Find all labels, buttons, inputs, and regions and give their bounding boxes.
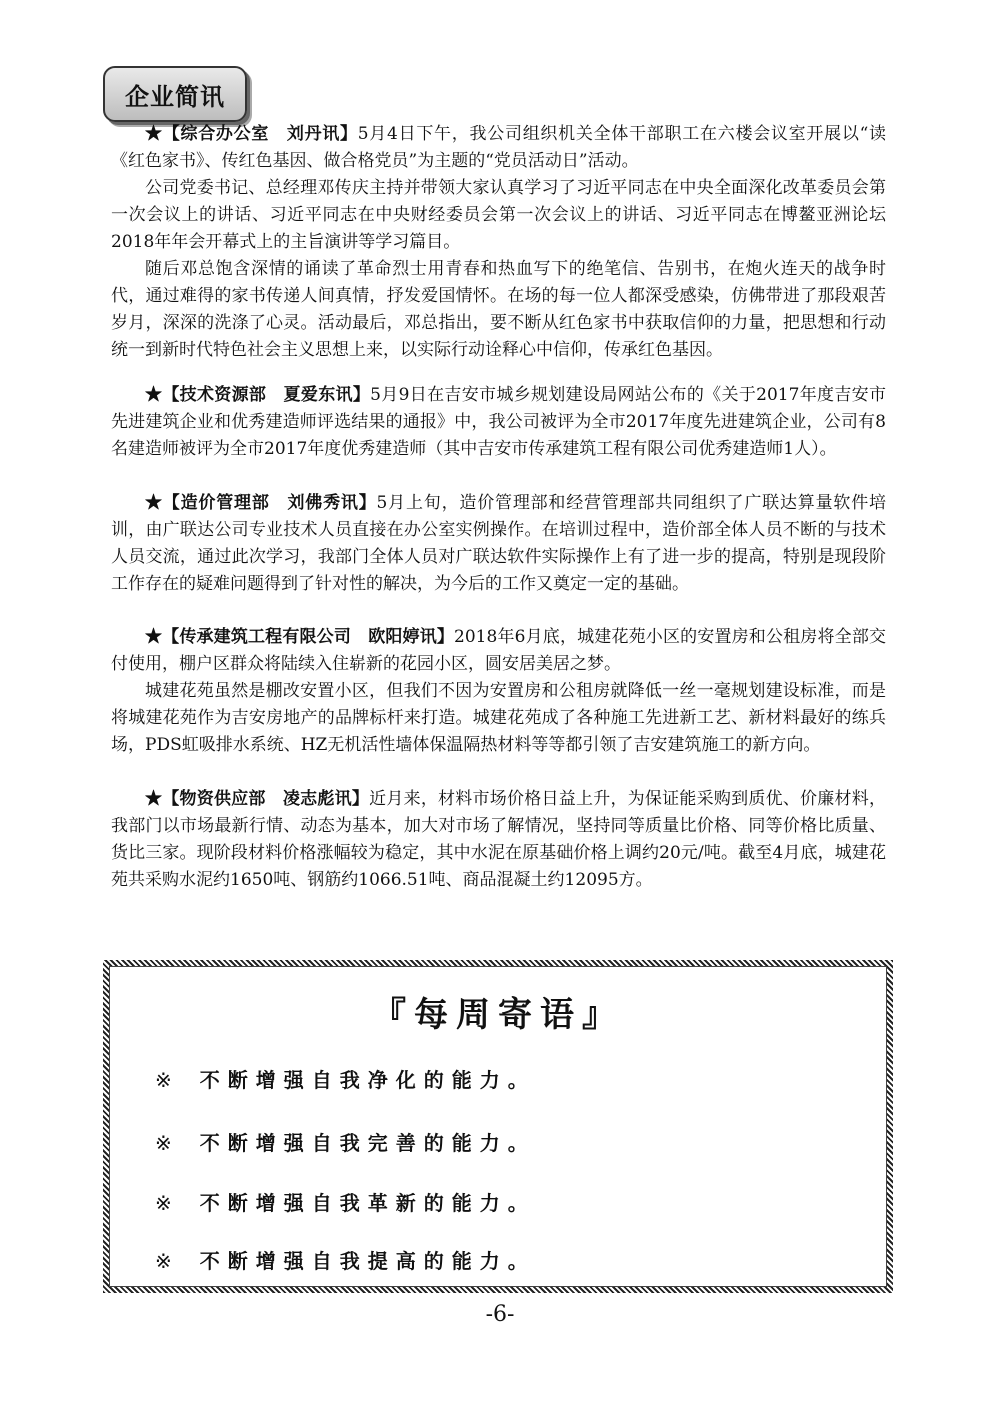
article-lead: ★【传承建筑工程有限公司 欧阳婷讯】 [145, 627, 455, 647]
article-paragraph: ★【综合办公室 刘丹讯】5月4日下午，我公司组织机关全体干部职工在六楼会议室开展以“读《红色家书》、传红色基因、做合格党员”为主题的“党员活动日”活动。 [111, 124, 886, 171]
page-number: -6- [485, 1302, 515, 1327]
article-paragraph: 城建花苑虽然是棚改安置小区，但我们不因为安置房和公租房就降低一丝一毫规划建设标准，而是将城建花苑作为吉安房地产的品牌标杆来打造。城建花苑成了各种施工先进新工艺、新材料最好的练兵场，PDS虹吸排水系统、HZ无机活性墙体保温隔热材料等等都引领了吉安建筑施工的新方向。 [111, 681, 886, 755]
weekly-message-line: ※ 不断增强自我提高的能力。 [155, 1249, 536, 1273]
article-paragraph: ★【造价管理部 刘佛秀讯】5月上旬，造价管理部和经营管理部共同组织了广联达算量软件培训，由广联达公司专业技术人员直接在办公室实例操作。在培训过程中，造价部全体人员不断的与技术人员交流，通过此次学习，我部门全体人员对广联达软件实际操作上有了进一步的提高，特别是现段阶工作存在的疑难问题得到了针对性的解决，为今后的工作又奠定一定的基础。 [111, 493, 886, 594]
article-chuancheng [111, 624, 886, 759]
article-lead: ★【技术资源部 夏爱东讯】 [145, 385, 371, 405]
article-paragraph: 公司党委书记、总经理邓传庆主持并带领大家认真学习了习近平同志在中央全面深化改革委员会第一次会议上的讲话、习近平同志在中央财经委员会第一次会议上的讲话、习近平同志在博鳌亚洲论坛2018年年会开幕式上的主旨演讲等学习篇目。 [111, 178, 886, 252]
article-supply [111, 786, 886, 894]
article-lead: ★【物资供应部 凌志彪讯】 [145, 789, 370, 809]
article-tech [111, 382, 886, 463]
weekly-message-line: ※ 不断增强自我完善的能力。 [155, 1131, 536, 1155]
article-paragraph: ★【传承建筑工程有限公司 欧阳婷讯】2018年6月底，城建花苑小区的安置房和公租房将全部交付使用，棚户区群众将陆续入住崭新的花园小区，圆安居美居之梦。 [111, 627, 886, 674]
weekly-message-title: 『每周寄语』 [372, 995, 624, 1035]
article-paragraph: 随后邓总饱含深情的诵读了革命烈士用青春和热血写下的绝笔信、告别书，在炮火连天的战争时代，通过难得的家书传递人间真情，抒发爱国情怀。在场的每一位人都深受感染，仿佛带进了那段艰苦岁月，深深的洗涤了心灵。活动最后，邓总指出，要不断从红色家书中获取信仰的力量，把思想和行动统一到新时代特色社会主义思想上来，以实际行动诠释心中信仰，传承红色基因。 [111, 259, 886, 360]
weekly-message-line: ※ 不断增强自我革新的能力。 [155, 1191, 536, 1215]
article-lead: ★【造价管理部 刘佛秀讯】 [145, 493, 377, 513]
article-paragraph: ★【技术资源部 夏爱东讯】5月9日在吉安市城乡规划建设局网站公布的《关于2017年度吉安市先进建筑企业和优秀建造师评选结果的通报》中，我公司被评为全市2017年度先进建筑企业，公司有8名建造师被评为全市2017年度优秀建造师（其中吉安市传承建筑工程有限公司优秀建造师1人）。 [111, 385, 886, 459]
article-office [111, 121, 886, 364]
weekly-message-line: ※ 不断增强自我净化的能力。 [155, 1068, 536, 1092]
article-cost [111, 490, 886, 598]
article-paragraph: ★【物资供应部 凌志彪讯】近月来，材料市场价格日益上升，为保证能采购到质优、价廉材料，我部门以市场最新行情、动态为基本，加大对市场了解情况，坚持同等质量比价格、同等价格比质量、货比三家。现阶段材料价格涨幅较为稳定，其中水泥在原基础价格上调约20元/吨。截至4月底，城建花苑共采购水泥约1650吨、钢筋约1066.51吨、商品混凝土约12095方。 [111, 789, 887, 890]
section-label: 企业简讯 [103, 66, 247, 122]
weekly-message-box [103, 960, 893, 1293]
article-lead: ★【综合办公室 刘丹讯】 [145, 124, 358, 144]
